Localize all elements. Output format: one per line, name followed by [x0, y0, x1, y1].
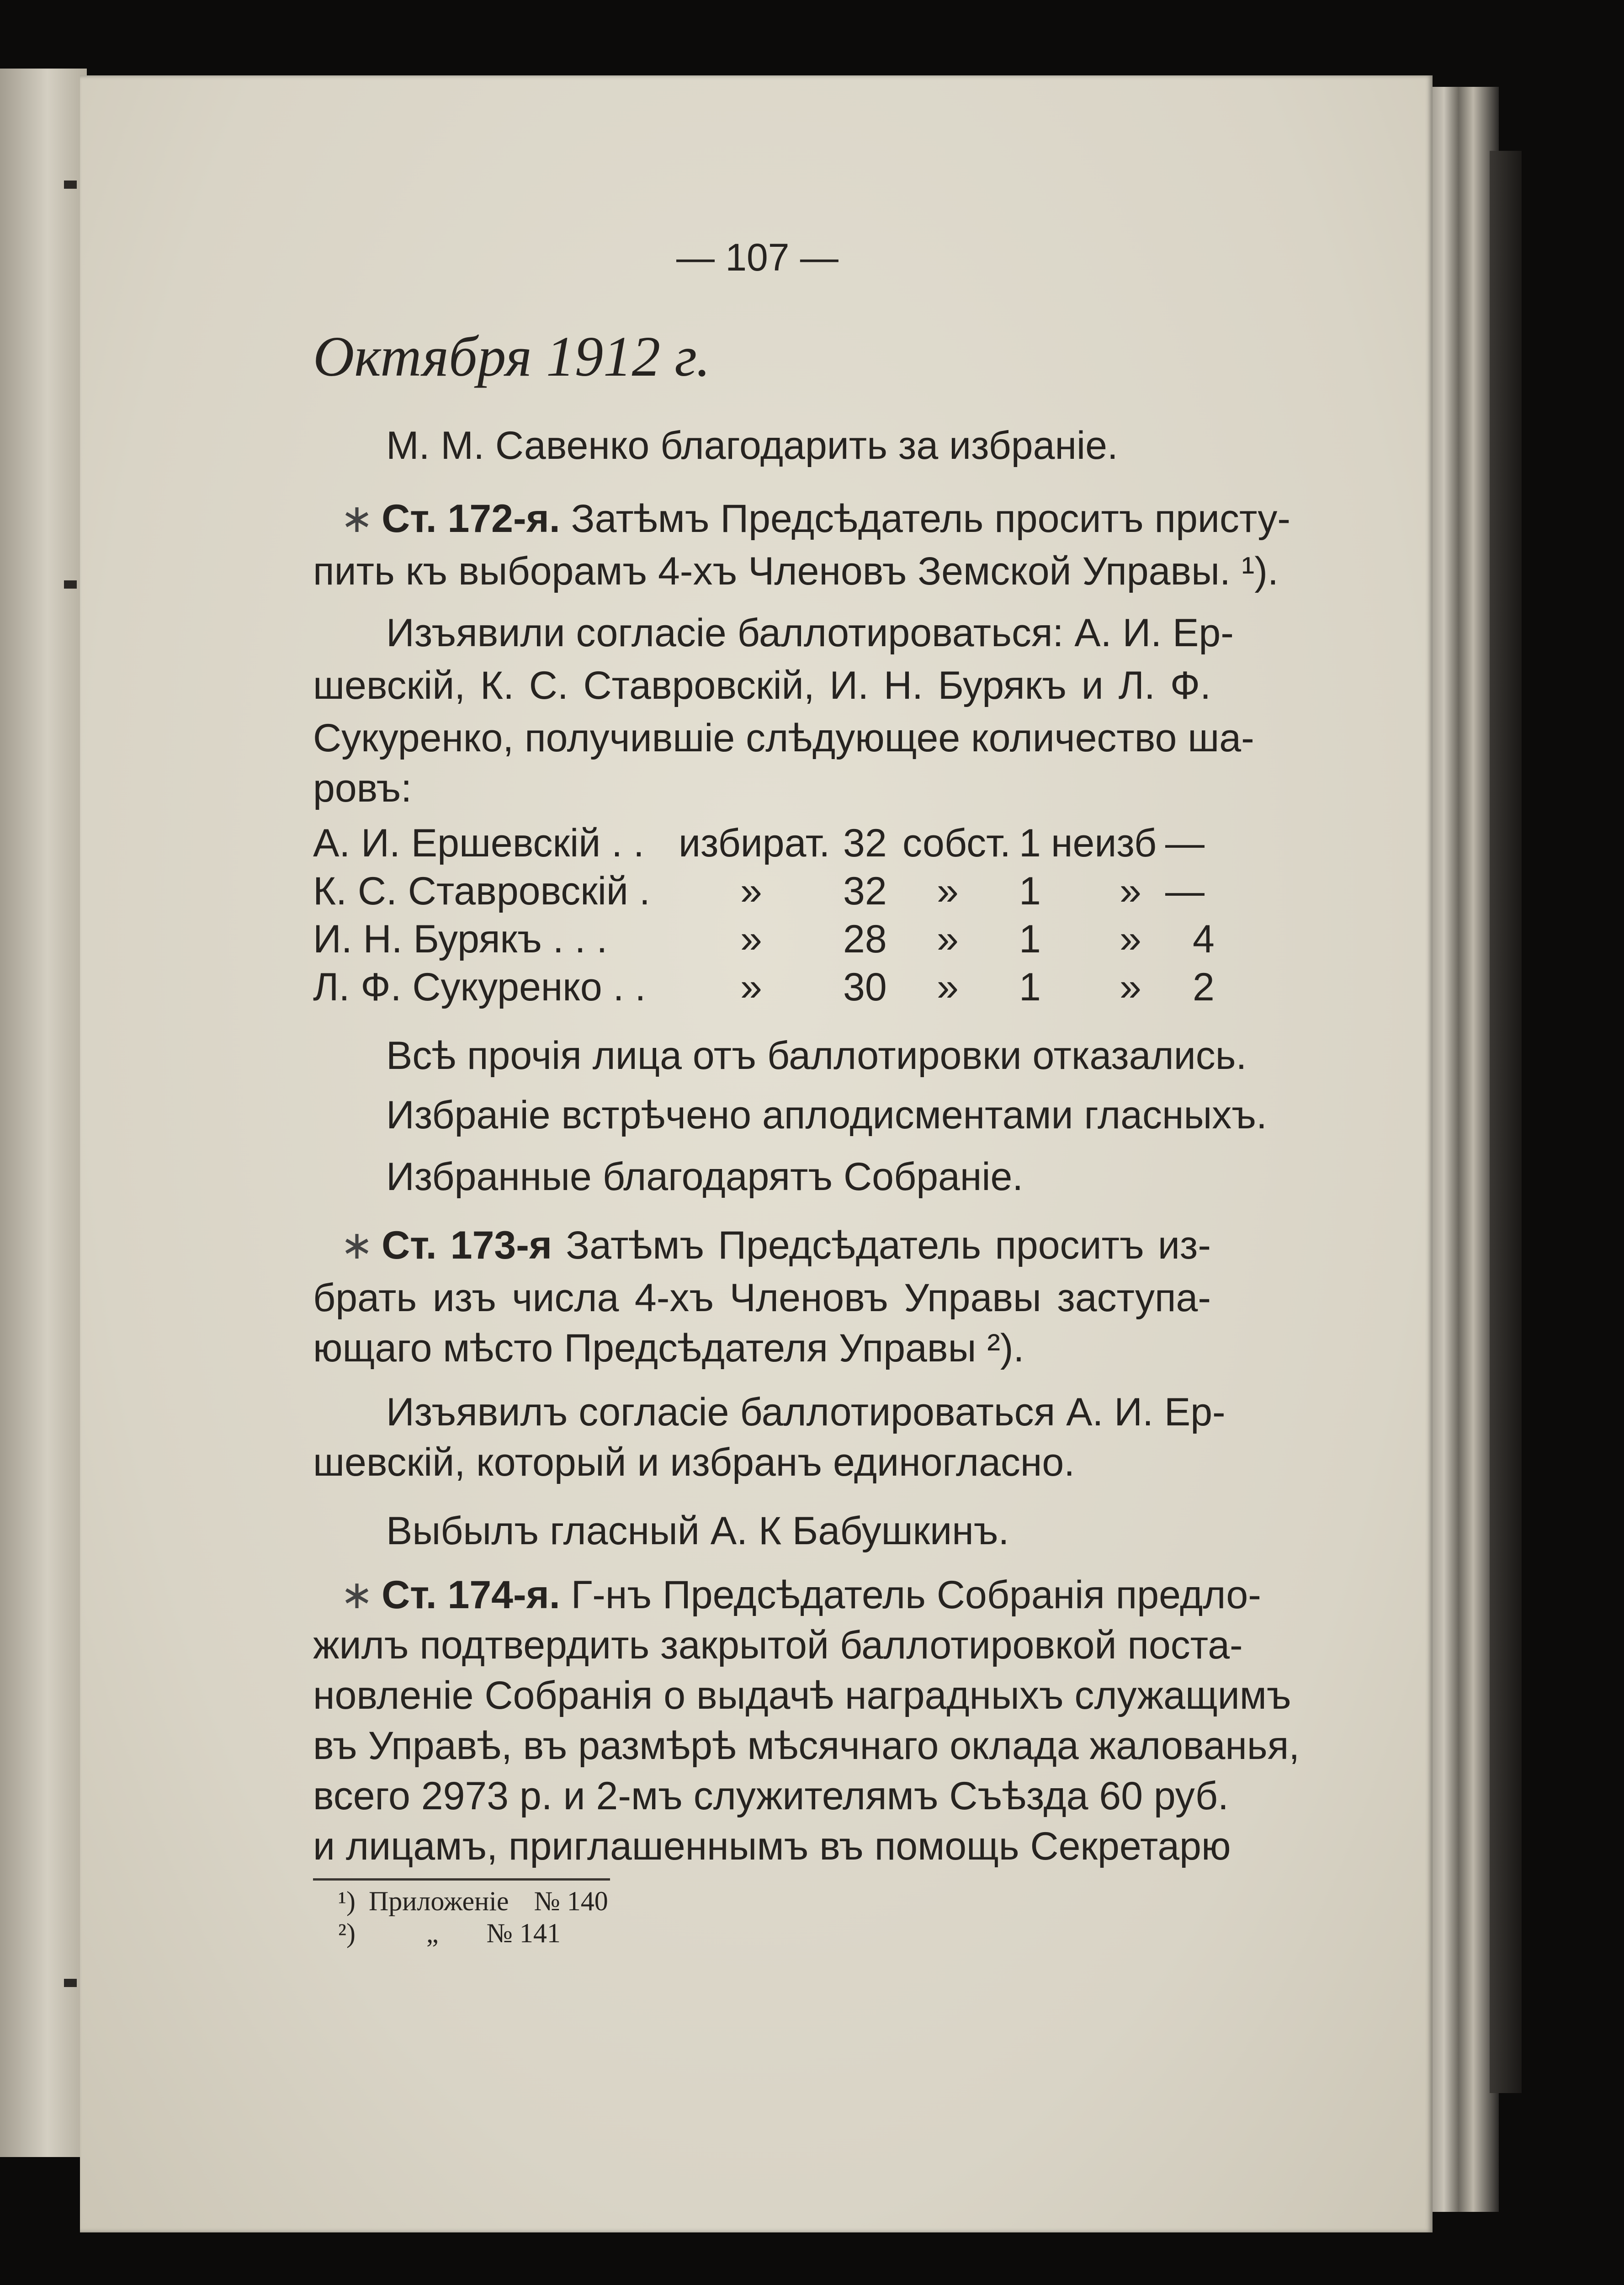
st174-line1: [340, 1572, 1261, 1618]
cell-value: 4: [1193, 917, 1215, 961]
cell-value: 1: [1019, 917, 1041, 961]
st172-line2: пить къ выборамъ 4-хъ Членовъ Земской Управы. ¹).: [313, 549, 1279, 593]
cell-label: собст.: [902, 821, 1011, 865]
agree2-line1: Изъявилъ согласіе баллотироваться А. И. Ер-: [386, 1390, 1226, 1434]
agree-line4: ровъ:: [313, 766, 412, 810]
article-label: Ст. 172-я.: [382, 497, 560, 541]
cell-value: 1: [1019, 869, 1041, 913]
footnote-mark: ²): [338, 1918, 356, 1948]
agree-line1: Изъявили согласіе баллотироваться: А. И. Ер-: [386, 611, 1234, 655]
paragraph-thanks-assembly: Избранные благодарятъ Собраніе.: [386, 1155, 1024, 1199]
page-number: — 107 —: [676, 236, 839, 279]
st174-line2: жилъ подтвердить закрытой баллотировкой поста-: [313, 1623, 1243, 1667]
cell-value: 2: [1193, 965, 1215, 1009]
footnote-mark: ¹): [338, 1886, 356, 1916]
cell-label: »: [937, 965, 959, 1009]
st173-text: Затѣмъ Предсѣдатель проситъ из-: [566, 1223, 1211, 1267]
footnote-2: [338, 1917, 561, 1949]
cell-label: »: [937, 869, 959, 913]
st172-text: Затѣмъ Предсѣдатель проситъ присту-: [571, 497, 1290, 541]
candidate-name: И. Н. Бурякъ . . .: [313, 917, 608, 961]
cell-label: »: [937, 917, 959, 961]
cell-value: 28: [843, 917, 887, 961]
cell-label: »: [1120, 869, 1141, 913]
cell-value: 30: [843, 965, 887, 1009]
cell-label: »: [1120, 917, 1141, 961]
article-label: Ст. 173-я: [382, 1223, 552, 1267]
st173-line1: [340, 1222, 1211, 1268]
footnote-divider: [313, 1878, 610, 1881]
paragraph-refused: Всѣ прочія лица отъ баллотировки отказались.: [386, 1034, 1247, 1078]
asterisk-marker: ∗: [340, 497, 374, 541]
agree-line2: шевскій, К. С. Ставровскій, И. Н. Бурякъ и Л. Ф.: [313, 664, 1211, 707]
candidate-name: Л. Ф. Сукуренко . .: [313, 965, 646, 1009]
cell-label: »: [740, 869, 762, 913]
st172-line1: [340, 496, 1290, 542]
cell-label: »: [740, 965, 762, 1009]
st173-line3: ющаго мѣсто Предсѣдателя Управы ²).: [313, 1326, 1024, 1370]
cell-label: »: [740, 917, 762, 961]
cell-label: неизб: [1051, 821, 1157, 865]
candidate-name: К. С. Ставровскій .: [313, 869, 650, 913]
st174-line6: и лицамъ, приглашеннымъ въ помощь Секретарю: [313, 1824, 1231, 1868]
st173-line2: брать изъ числа 4-хъ Членовъ Управы заступа-: [313, 1276, 1211, 1320]
asterisk-marker: ∗: [340, 1573, 374, 1617]
agree2-line2: шевскій, который и избранъ единогласно.: [313, 1440, 1075, 1484]
st174-line3: новленіе Собранія о выдачѣ наградныхъ служащимъ: [313, 1674, 1291, 1717]
article-label: Ст. 174-я.: [382, 1573, 560, 1617]
footnote-number: № 140: [534, 1886, 608, 1916]
agree-line3: Сукуренко, получившіе слѣдующее количество ша-: [313, 716, 1254, 760]
st174-line4: въ Управѣ, въ размѣрѣ мѣсячнаго оклада жалованья,: [313, 1724, 1300, 1768]
st174-line5: всего 2973 р. и 2-мъ служителямъ Съѣзда 60 руб.: [313, 1774, 1229, 1818]
cell-label: »: [1120, 965, 1141, 1009]
cell-label: избират.: [679, 821, 830, 865]
paragraph-thanks: М. М. Савенко благодарить за избраніе.: [386, 424, 1118, 468]
cell-value: 1: [1019, 821, 1041, 865]
asterisk-marker: ∗: [340, 1223, 374, 1267]
st174-text: Г-нъ Предсѣдатель Собранія предло-: [571, 1573, 1261, 1617]
footnote-1: [338, 1885, 608, 1917]
paragraph-left-member: Выбылъ гласный А. К Бабушкинъ.: [386, 1509, 1009, 1553]
paragraph-applause: Избраніе встрѣчено аплодисментами гласныхъ.: [386, 1093, 1267, 1137]
candidate-name: А. И. Ершевскій . .: [313, 821, 644, 865]
footnote-text: Приложеніе: [368, 1886, 509, 1916]
footnote-number: № 141: [486, 1918, 561, 1948]
cell-value: 32: [843, 869, 887, 913]
cell-value: —: [1165, 821, 1205, 865]
cell-value: 1: [1019, 965, 1041, 1009]
date-heading: Октября 1912 г.: [313, 325, 711, 388]
footnote-text: „: [426, 1918, 439, 1948]
cell-value: —: [1165, 869, 1205, 913]
cell-value: 32: [843, 821, 887, 865]
